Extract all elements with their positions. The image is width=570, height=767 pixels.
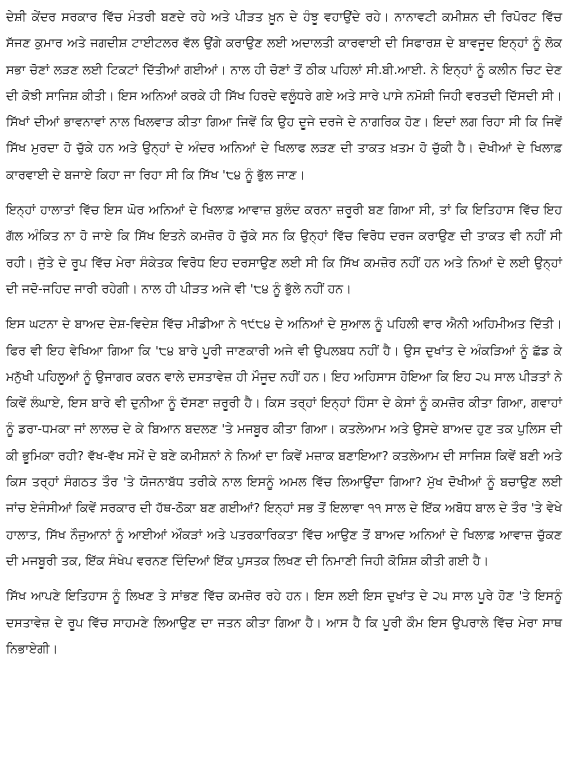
paragraph-2: ਇਨ੍ਹਾਂ ਹਾਲਾਤਾਂ ਵਿੱਚ ਇਸ ਘੋਰ ਅਨਿਆਂ ਦੇ ਖਿਲਾਫ਼ ਆਵਾਜ਼ ਬੁਲੰਦ ਕਰਨਾ ਜ਼ਰੂਰੀ ਬਣ ਗਿਆ ਸੀ, ਤਾਂ ਕਿ ਇਤਿਹਾਸ ਵਿੱਚ ਇਹ ਗੱਲ ਅੰਕਿਤ ਨਾ ਹੋ ਜਾਏ ਕਿ ਸਿੱਖ ਇਤਨੇ ਕਮਜ਼ੋਰ ਹੋ ਚੁੱਕੇ ਸਨ ਕਿ ਉਨ੍ਹਾਂ ਵਿੱਚ ਵਿਰੋਧ ਦਰਜ ਕਰਾਉਣ ਦੀ ਤਾਕਤ ਵੀ ਨਹੀਂ ਸੀ ਰਹੀ। ਜੁੱਤੇ ਦੇ ਰੂਪ ਵਿੱਚ ਮੇਰਾ ਸੰਕੇਤਕ ਵਿਰੋਧ ਇਹ ਦਰਸਾਉਣ ਲਈ ਸੀ ਕਿ ਸਿੱਖ ਕਮਜ਼ੋਰ ਨਹੀਂ ਹਨ ਅਤੇ ਨਿਆਂ ਦੇ ਲਈ ਉਨ੍ਹਾਂ ਦੀ ਜਦੋ-ਜਹਿਦ ਜਾਰੀ ਰਹੇਗੀ। ਨਾਲ ਹੀ ਪੀੜਤ ਅਜੇ ਵੀ '੮੪ ਨੂੰ ਭੁੱਲੇ ਨਹੀਂ ਹਨ।: [6, 202, 562, 296]
paragraph-1: ਦੇਸ਼ੀ ਕੇਂਦਰ ਸਰਕਾਰ ਵਿੱਚ ਮੰਤਰੀ ਬਣਦੇ ਰਹੇ ਅਤੇ ਪੀੜਤ ਖ਼ੂਨ ਦੇ ਹੰਝੂ ਵਹਾਉਂਦੇ ਰਹੇ। ਨਾਨਾਵਟੀ ਕਮੀਸ਼ਨ ਦੀ ਰਿਪੋਰਟ ਵਿੱਚ ਸੱਜਣ ਕੁਮਾਰ ਅਤੇ ਜਗਦੀਸ਼ ਟਾਈਟਲਰ ਵੱਲ ਉਂਗੇ ਕਰਾਉਣ ਲਈ ਅਦਾਲਤੀ ਕਾਰਵਾਈ ਦੀ ਸਿਫਾਰਸ਼ ਦੇ ਬਾਵਜੂਦ ਇਨ੍ਹਾਂ ਨੂੰ ਲੋਕ ਸਭਾ ਚੋਣਾਂ ਲੜਣ ਲਈ ਟਿਕਟਾਂ ਦਿੱਤੀਆਂ ਗਈਆਂ। ਨਾਲ ਹੀ ਚੋਣਾਂ ਤੋਂ ਠੀਕ ਪਹਿਲਾਂ ਸੀ.ਬੀ.ਆਈ. ਨੇ ਇਨ੍ਹਾਂ ਨੂੰ ਕਲੀਨ ਚਿਟ ਦੇਣ ਦੀ ਕੋਝੀ ਸਾਜਿਸ਼ ਕੀਤੀ। ਇਸ ਅਨਿਆਂ ਕਰਕੇ ਹੀ ਸਿੱਖ ਹਿਰਦੇ ਵਲੂੰਧਰੇ ਗਏ ਅਤੇ ਸਾਰੇ ਪਾਸੇ ਨਮੋਸ਼ੀ ਜਿਹੀ ਵਰਤਦੀ ਦਿੱਸਦੀ ਸੀ। ਸਿੱਖਾਂ ਦੀਆਂ ਭਾਵਨਾਵਾਂ ਨਾਲ ਖਿਲਵਾੜ ਕੀਤਾ ਗਿਆ ਜਿਵੇਂ ਕਿ ਉਹ ਦੂਜੇ ਦਰਜੇ ਦੇ ਨਾਗਰਿਕ ਹੋਣ। ਇਦਾਂ ਲਗ ਰਿਹਾ ਸੀ ਕਿ ਜਿਵੇਂ ਸਿੱਖ ਮੁਰਦਾ ਹੋ ਚੁੱਕੇ ਹਨ ਅਤੇ ਉਨ੍ਹਾਂ ਦੇ ਅੰਦਰ ਅਨਿਆਂ ਦੇ ਖਿਲਾਫ ਲੜਣ ਦੀ ਤਾਕਤ ਖ਼ਤਮ ਹੋ ਚੁੱਕੀ ਹੈ। ਦੋਖੀਆਂ ਦੇ ਖਿਲਾਫ਼ ਕਾਰਵਾਈ ਦੇ ਬਜਾਏ ਕਿਹਾ ਜਾ ਰਿਹਾ ਸੀ ਕਿ ਸਿੱਖ '੮੪ ਨੂੰ ਭੁੱਲ ਜਾਣ।: [6, 9, 562, 182]
paragraph-4: ਸਿੱਖ ਆਪਣੇ ਇਤਿਹਾਸ ਨੂੰ ਲਿਖਣ ਤੇ ਸਾਂਭਣ ਵਿੱਚ ਕਮਜ਼ੋਰ ਰਹੇ ਹਨ। ਇਸ ਲਈ ਇਸ ਦੁਖਾਂਤ ਦੇ ੨੫ ਸਾਲ ਪੂਰੇ ਹੋਣ 'ਤੇ ਇਸਨੂੰ ਦਸਤਾਵੇਜ਼ ਦੇ ਰੂਪ ਵਿੱਚ ਸਾਹਮਣੇ ਲਿਆਉਣ ਦਾ ਜਤਨ ਕੀਤਾ ਗਿਆ ਹੈ। ਆਸ ਹੈ ਕਿ ਪੂਰੀ ਕੌਮ ਇਸ ਉਪਰਾਲੇ ਵਿੱਚ ਮੇਰਾ ਸਾਥ ਨਿਭਾਏਗੀ।: [6, 588, 562, 656]
paragraph-3: ਇਸ ਘਟਨਾ ਦੇ ਬਾਅਦ ਦੇਸ਼-ਵਿਦੇਸ਼ ਵਿੱਚ ਮੀਡੀਆ ਨੇ ੧੯੮੪ ਦੇ ਅਨਿਆਂ ਦੇ ਸੁਆਲ ਨੂੰ ਪਹਿਲੀ ਵਾਰ ਐਨੀ ਅਹਿਮੀਅਤ ਦਿੱਤੀ। ਫਿਰ ਵੀ ਇਹ ਵੇਖਿਆ ਗਿਆ ਕਿ '੮੪ ਬਾਰੇ ਪੂਰੀ ਜਾਣਕਾਰੀ ਅਜੇ ਵੀ ਉਪਲਬਧ ਨਹੀਂ ਹੈ। ਉਸ ਦੁਖਾਂਤ ਦੇ ਅੰਕੜਿਆਂ ਨੂੰ ਛੱਡ ਕੇ ਮਨੁੱਖੀ ਪਹਿਲੂਆਂ ਨੂੰ ਉਜਾਗਰ ਕਰਨ ਵਾਲੇ ਦਸਤਾਵੇਜ਼ ਹੀ ਮੌਜੂਦ ਨਹੀਂ ਹਨ। ਇਹ ਅਹਿਸਾਸ ਹੋਇਆ ਕਿ ਇਹ ੨੫ ਸਾਲ ਪੀੜਤਾਂ ਨੇ ਕਿਵੇਂ ਲੰਘਾਏ, ਇਸ ਬਾਰੇ ਵੀ ਦੁਨੀਆ ਨੂੰ ਦੱਸਣਾ ਜ਼ਰੂਰੀ ਹੈ। ਕਿਸ ਤਰ੍ਹਾਂ ਇਨ੍ਹਾਂ ਹਿੰਸਾ ਦੇ ਕੇਸਾਂ ਨੂੰ ਕਮਜ਼ੋਰ ਕੀਤਾ ਗਿਆ, ਗਵਾਹਾਂ ਨੂੰ ਡਰਾ-ਧਮਕਾ ਜਾਂ ਲਾਲਚ ਦੇ ਕੇ ਬਿਆਨ ਬਦਲਣ 'ਤੇ ਮਜਬੂਰ ਕੀਤਾ ਗਿਆ। ਕਤਲੇਆਮ ਅਤੇ ਉਸਦੇ ਬਾਅਦ ਹੁਣ ਤਕ ਪੁਲਿਸ ਦੀ ਕੀ ਭੂਮਿਕਾ ਰਹੀ? ਵੱਖ-ਵੱਖ ਸਮੇਂ ਦੇ ਬਣੇ ਕਮੀਸ਼ਨਾਂ ਨੇ ਨਿਆਂ ਦਾ ਕਿਵੇਂ ਮਜ਼ਾਕ ਬਣਾਇਆ? ਕਤਲੇਆਮ ਦੀ ਸਾਜਿਸ਼ ਕਿਵੇਂ ਬਣੀ ਅਤੇ ਕਿਸ ਤਰ੍ਹਾਂ ਸੰਗਠਤ ਤੌਰ 'ਤੇ ਯੋਜਨਾਬੱਧ ਤਰੀਕੇ ਨਾਲ ਇਸਨੂੰ ਅਮਲ ਵਿੱਚ ਲਿਆਉਂਦਾ ਗਿਆ? ਮੁੱਖ ਦੋਖੀਆਂ ਨੂੰ ਬਚਾਉਣ ਲਈ ਜਾਂਚ ਏਜੰਸੀਆਂ ਕਿਵੇਂ ਸਰਕਾਰ ਦੀ ਹੱਥ-ਠੋਕਾ ਬਣ ਗਈਆਂ? ਇਨ੍ਹਾਂ ਸਭ ਤੋਂ ਇਲਾਵਾ ੧੧ ਸਾਲ ਦੇ ਇੱਕ ਅਬੋਧ ਬਾਲ ਦੇ ਤੌਰ 'ਤੇ ਵੇਖੇ ਹਾਲਾਤ, ਸਿੱਖ ਨੌਜੁਆਨਾਂ ਨੂੰ ਆਈਆਂ ਔਕੜਾਂ ਅਤੇ ਪਤਰਕਾਰਿਕਤਾ ਵਿੱਚ ਆਉਣ ਤੋਂ ਬਾਅਦ ਅਨਿਆਂ ਦੇ ਖਿਲਾਫ਼ ਆਵਾਜ਼ ਚੁੱਕਣ ਦੀ ਮਜਬੂਰੀ ਤਕ, ਇੱਕ ਸੰਖੇਪ ਵਰਨਣ ਦਿੰਦਿਆਂ ਇੱਕ ਪੁਸਤਕ ਲਿਖਣ ਦੀ ਨਿਮਾਣੀ ਜਿਹੀ ਕੋਸ਼ਿਸ਼ ਕੀਤੀ ਗਈ ਹੈ।: [6, 316, 562, 568]
document-page: [6, 4, 562, 662]
